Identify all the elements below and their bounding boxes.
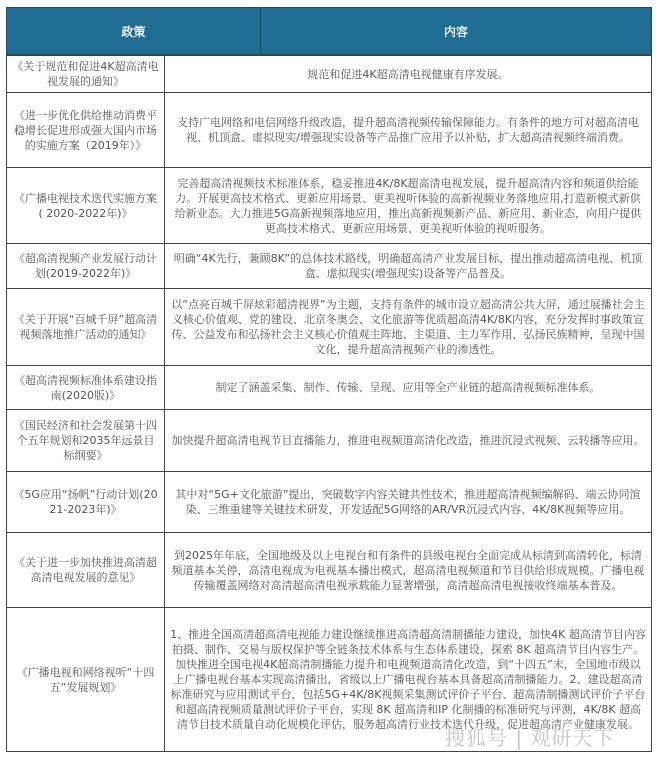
header-content: 内容 [443,24,468,39]
policy-cell: 《国民经济和社会发展第十四个五年规划和2035年远景目标纲要》 [7,410,165,472]
policy-table [6,55,652,752]
content-cell: 完善超高清视频技术标准体系，稳妥推进4K/8K超高清电视发展，提升超高清内容和频道供给能力。开展更高技术格式、更新应用场景、更美视听体验的高新视频业务落地应用,打造新模式新供给新业态。大力推进5G高新视频落地应用，推出高新视频新产品、新应用、新业态，向用户提供更高技术格式、更新应用场景、更美视听体验的视听服务。 [165,168,652,244]
table-row [7,244,652,289]
table-row [7,289,652,366]
content-cell: 其中对“5G+文化旅游”提出，突破数字内容关键共性技术，推进超高清视频编解码、端云协同渲染、三维重建等关键技术研发，开发适配5G网络的AR/VR沉浸式内容、4K/8K视频等应用。 [165,472,652,533]
content-cell: 明确“4K先行，兼顾8K”的总体技术路线，明确超高清产业发展目标，提出推动超高清电视、机顶盒、虚拟现实(增强现实)设备等产品普及。 [165,244,652,289]
policy-cell: 《关于开展“百城千屏”超高清视频落地推广活动的通知》 [7,289,165,366]
content-cell: 到2025年年底，全国地级及以上电视台和有条件的县级电视台全面完成从标清到高清转化，标清频道基本关停，高清电视成为电视基本播出模式，超高清电视频道和节目供给形成规模。广播电视传输覆盖网络对高清超高清电视承载能力显著增强，高清超高清电视接收终端基本普及。 [165,533,652,608]
policy-cell: 《5G应用“扬帆”行动计划(2021-2023年)》 [7,472,165,533]
table-row [7,472,652,533]
policy-cell: 《广播电视和网络视听“十四五”发展规划》 [7,608,165,752]
table-row [7,366,652,410]
table-row [7,168,652,244]
header-policy: 政策 [7,8,261,54]
watermark: 搜狐号 | 观研天下 [445,726,615,750]
table-row [7,93,652,168]
policy-cell: 《超高清视频标准体系建设指南(2020版)》 [7,366,165,410]
table-row [7,533,652,608]
policy-cell: 《关于规范和促进4K超高清电视发展的通知》 [7,56,165,93]
policy-cell: 《超高清视频产业发展行动计划(2019-2022年)》 [7,244,165,289]
content-cell: 制定了涵盖采集、制作、传输、呈现、应用等全产业链的超高清视频标准体系。 [165,366,652,410]
policy-cell: 《广播电视技术迭代实施方案( 2020-2022年)》 [7,168,165,244]
content-cell: 支持广电网络和电信网络升级改造，提升超高清视频传输保障能力。有条件的地方可对超高清电视、机顶盒、虚拟现实/增强现实设备等产品推广应用予以补贴，扩大超高清视频终端消费。 [165,93,652,168]
table-header [6,7,652,55]
content-cell: 规范和促进4K超高清电视健康有序发展。 [165,56,652,93]
content-cell: 以“点亮百城千屏炫彩超清视界”为主题，支持有条件的城市设立超高清公共大屏，通过展播社会主义核心价值观、党的建设、北京冬奥会、文化旅游等优质超高清4K/8K内容，充分发挥时事政策宣传、公益发布和弘扬社会主义核心价值观主阵地、主渠道、主力军作用，弘扬民族精神，呈现中国文化，提升超高清视频产业的渗透性。 [165,289,652,366]
content-cell: 加快提升超高清电视节目直播能力，推进电视频道高清化改造，推进沉浸式视频、云转播等应用。 [165,410,652,472]
policy-cell: 《关于进一步加快推进高清超高清电视发展的意见》 [7,533,165,608]
policy-table-container [6,7,652,752]
policy-cell: 《进一步优化供给推动消费平稳增长促进形成强大国内市场的实施方案（2019年）》 [7,93,165,168]
content-cell: 1、推进全国高清超高清电视能力建设继续推进高清超高清制播能力建设，加快4K 超高清节目内容拍摄、制作、交易与版权保护等全链条技术体系与生态体系建设，探索 8K 超高清节目内容生产。加快推进全国电视4K超高清制播能力提升和电视频道高清化改造，到“十四五”末，全国地市级以上广播电视台基本实现高清播出，省级以上广播电视台基本具备超高清制播能力。2、建设超高清标准研究与应用测试平台，包括5G+4K/8K视频采集测试评价子平台、超高清制播测试评价子平台和超高清视频质量测试评价子平台，实现 8K 超高清和IP 化制播的标准研究与评测，4K/8K 超高清节目技术质量自动化规模化评估，服务超高清行业技术迭代升级，促进超高清产业健康发展。 [165,608,652,752]
table-row [7,410,652,472]
table-row [7,56,652,93]
